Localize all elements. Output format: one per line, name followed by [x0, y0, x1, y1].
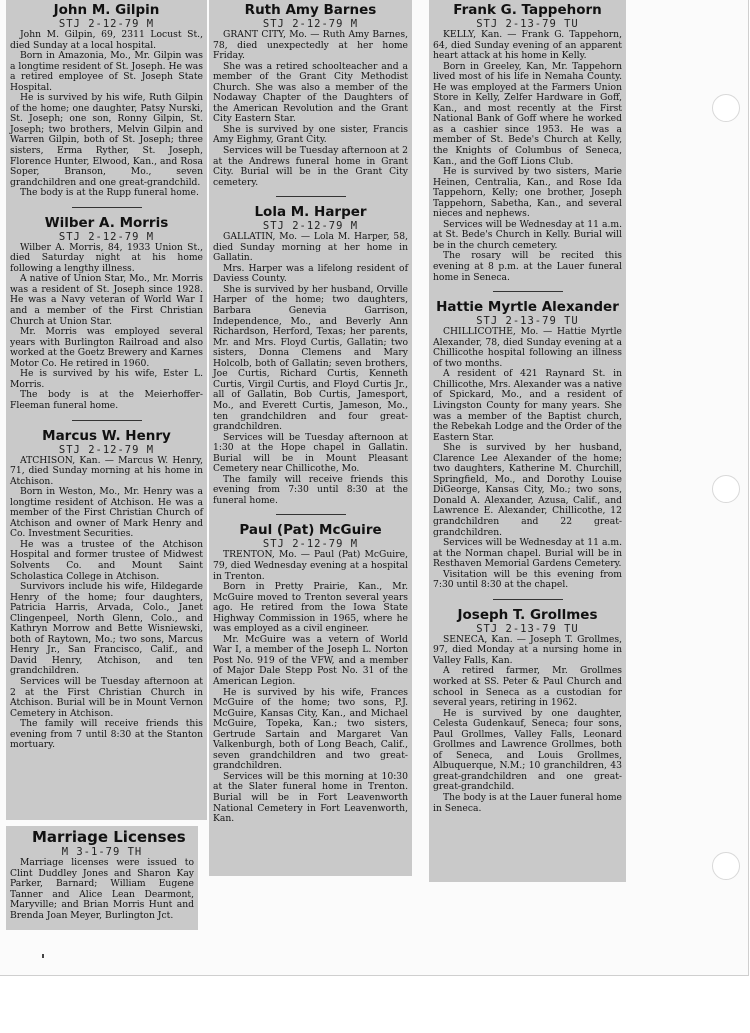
obituary-gilpin [10, 2, 203, 199]
obituary-paragraph: Born in Amazonia, Mo., Mr. Gilpin was a longtime resident of St. Joseph. He was a retired employee of St. Joseph State Hospital. [10, 50, 203, 93]
handwritten-date-note: STJ 2-12-79 M [58, 443, 155, 456]
obituary-paragraph: Services will be Tuesday afternoon at 1:30 at the Hope chapel in Gallatin. Burial will be in Mount Pleasant Cemetery near Chillicothe, Mo. [213, 431, 408, 475]
obituary-alexander [433, 299, 622, 591]
obituary-paragraph: Services will be Wednesday at 11 a.m. at St. Bede's Church in Kelly. Burial will be in the church cemetery. [433, 218, 622, 251]
obituary-paragraph: The family will receive friends this evening from 7 until 8:30 at the Stanton mortuary. [10, 718, 203, 751]
obituary-paragraph: John M. Gilpin, 69, 2311 Locust St., died Sunday at a local hospital. [10, 29, 203, 51]
obituary-paragraph: She is survived by her husband, Clarence Lee Alexander of the home; two daughters, Katherine M. Churchill, Springfield, Mo., and Dorothy Louise DiGeorge, Kansas City, Mo.; two sons, Donald A. Alexander, Azusa, Calif., and Lawrence E. Alexander, Chillicothe, 12 grandchildren and 22 great-grandchildren. [433, 442, 622, 538]
obituary-paragraph: A resident of 421 Raynard St. in Chillicothe, Mrs. Alexander was a native of Spickard, Mo., and a resident of Livingston County for many years. She was a member of the Baptist church, the Rebekah Lodge and the Order of the Eastern Star. [433, 368, 622, 443]
handwritten-date-note: STJ 2-12-79 M [262, 220, 359, 233]
obituary-paragraph: SENECA, Kan. — Joseph T. Grollmes, 97, died Monday at a nursing home in Valley Falls, Kan. [433, 633, 622, 666]
obituary-paragraph: The body is at the Lauer funeral home in Seneca. [433, 792, 622, 814]
obituary-paragraph: KELLY, Kan. — Frank G. Tappehorn, 64, died Sunday evening of an apparent heart attack at his home in Kelly. [433, 29, 622, 62]
obituary-paragraph: She is survived by her husband, Orville Harper of the home; two daughters, Barbara Genevia Garrison, Independence, Mo., and Beverly Ann Richardson, Herford, Texas; her parents, Mr. and Mrs. Floyd Curtis, Gallatin; two sisters, Donna Clemens and Mary Holcolb, both of Gallatin; seven brothers, Joe Curtis, Richard Curtis, Kenneth Curtis, Virgil Curtis, and Floyd Curtis Jr., all of Gallatin, Bob Curtis, Jamesport, Mo., and Everett Curtis, Jameson, Mo., ten grandchildren and four great-grandchildren. [213, 283, 408, 433]
obituary-paragraph: Services will be Tuesday afternoon at 2 at the Andrews funeral home in Grant City. Burial will be in the Grant City cemetery. [213, 145, 408, 188]
obituary-paragraph: Mrs. Harper was a lifelong resident of Daviess County. [213, 262, 408, 285]
obituary-paragraph: Mr. Morris was employed several years with Burlington Railroad and also worked at the Goetz Brewery and Karnes Motor Co. He retired in 1960. [10, 326, 203, 369]
obituary-harper [213, 204, 408, 506]
obituary-grollmes [433, 607, 622, 814]
section-divider [276, 514, 346, 515]
obituary-paragraph: Visitation will be this evening from 7:30 until 8:30 at the chapel. [433, 568, 622, 591]
handwritten-date-note: STJ 2-13-79 TU [476, 622, 579, 635]
obituary-paragraph: GALLATIN, Mo. — Lola M. Harper, 58, died Sunday morning at her home in Gallatin. [213, 231, 408, 264]
obituary-name: Ruth Amy Barnes [244, 2, 377, 18]
handwritten-date-note: STJ 2-13-79 TU [476, 315, 579, 328]
obituary-paragraph: CHILLICOTHE, Mo. — Hattie Myrtle Alexander, 78, died Sunday evening at a Chillicothe hospital following an illness of two months. [433, 326, 622, 369]
binder-hole-top [712, 94, 740, 122]
obituary-paragraph: The body is at the Meierhoffer-Fleeman funeral home. [10, 389, 203, 411]
marriage-licenses-clipping [6, 826, 198, 930]
obituary-paragraph: TRENTON, Mo. — Paul (Pat) McGuire, 79, died Wednesday evening at a hospital in Trenton. [213, 549, 408, 582]
obituary-name: Frank G. Tappehorn [453, 2, 602, 18]
obituary-name: Hattie Myrtle Alexander [436, 299, 619, 316]
marriage-licenses-text: Marriage licenses were issued to Clint Duddley Jones and Sharon Kay Parker, Barnard; William Eugene Tanner and Alice Lean Dearmont, Maryville; and Brian Morris Hunt and Brenda Joan Meyer, Burlington Jct. [10, 857, 194, 921]
obituary-paragraph: She is survived by one sister, Francis Amy Eighmy, Grant City. [213, 123, 408, 146]
obituary-paragraph: Born in Greeley, Kan, Mr. Tappehorn lived most of his life in Nemaha County. He was employed at the Farmers Union Store in Kelly, Zelfer Hardware in Goff, Kan., and most recently at the First National Bank of Goff where he worked as a cashier since 1953. He was a member of St. Bede's Church at Kelly, the Knights of Columbus of Seneca, Kan., and the Goff Lions Club. [433, 60, 622, 167]
obituary-paragraph: Services will be Tuesday afternoon at 2 at the First Christian Church in Atchison. Burial will be in Mount Vernon Cemetery in Atchison. [10, 675, 203, 719]
obituary-paragraph: The family will receive friends this evening from 7:30 until 8:30 at the funeral home. [213, 473, 408, 506]
binder-hole-bottom [712, 852, 740, 880]
marriage-licenses-title: Marriage Licenses [32, 828, 186, 846]
obituary-paragraph: Services will be this morning at 10:30 at the Slater funeral home in Trenton. Burial will be in Fort Leavenworth National Cemetery in Fort Leavenworth, Kan. [213, 770, 408, 825]
obituary-mcguire [213, 522, 408, 824]
obituary-name: Joseph T. Grollmes [457, 606, 598, 623]
section-divider [72, 207, 142, 208]
obituary-paragraph: Survivors include his wife, Hildegarde Henry of the home; four daughters, Patricia Harris, Arvada, Colo., Janet Clingenpeel, North Glenn, Colo., and Kathryn Morrow and Bette Wisniewski, both of Raytown, Mo.; two sons, Marcus Henry Jr., San Francisco, Calif., and David Henry, Atchison, and ten grandchildren. [10, 581, 203, 677]
obituary-paragraph: The body is at the Rupp funeral home. [20, 187, 199, 199]
obituary-paragraph: Mr. McGuire was a vetern of World War I, a member of the Joseph L. Norton Post No. 919 of the VFW, and a member of Major Dale Stepp Post No. 31 of the American Legion. [213, 633, 408, 687]
obituary-paragraph: The rosary will be recited this evening at 8 p.m. at the Lauer funeral home in Seneca. [433, 250, 622, 283]
scan-mark [42, 954, 44, 958]
clipping-column-3 [429, 0, 626, 882]
obituary-barnes [213, 2, 408, 188]
obituary-name: John M. Gilpin [53, 2, 160, 18]
handwritten-date-note: STJ 2-12-79 M [58, 18, 155, 30]
obituary-paragraph: He is survived by one daughter, Celesta Gudenkauf, Seneca; four sons, Paul Grollmes, Valley Falls, Leonard Grollmes and Lawrence Grollmes, both of Seneca, and Louis Grollmes, Albuquerque, N.M.; 10 granchildren, 43 great-grandchildren and one great-great-grandchild. [433, 707, 622, 793]
binder-hole-middle [712, 475, 740, 503]
obituary-paragraph: Services will be Wednesday at 11 a.m. at the Norman chapel. Burial will be in Resthaven Memorial Gardens Cemetery. [433, 537, 622, 570]
obituary-paragraph: A retired farmer, Mr. Grollmes worked at SS. Peter & Paul Church and school in Seneca as a custodian for several years, retiring in 1962. [433, 665, 622, 709]
clipping-column-2 [209, 0, 412, 876]
obituary-name: Wilber A. Morris [44, 214, 169, 231]
obituary-morris [10, 215, 203, 412]
obituary-paragraph: Born in Pretty Prairie, Kan., Mr. McGuire moved to Trenton several years ago. He retired from the Iowa State Highway Commission in 1965, where he was employed as a civil engineer. [213, 581, 408, 635]
obituary-tappehorn [433, 2, 622, 283]
obituary-henry [10, 428, 203, 751]
obituary-paragraph: ATCHISON, Kan. — Marcus W. Henry, 71, died Sunday morning at his home in Atchison. [10, 454, 203, 487]
obituary-paragraph: He is survived by his wife, Ruth Gilpin of the home; one daughter, Patsy Nurski, St. Joseph; one son, Ronny Gilpin, St. Joseph; two brothers, Melvin Gilpin and Warren Gilpin, both of St. Joseph; three sisters, Erma Ryther, St. Joseph, Florence Hunter, Elwood, Kan., and Rosa Soper, Branson, Mo., seven grandchildren and one great-grandchild. [10, 92, 203, 188]
obituary-paragraph: A native of Union Star, Mo., Mr. Morris was a resident of St. Joseph since 1928. He was a Navy veteran of World War I and a member of the First Christian Church at Union Star. [10, 273, 203, 327]
obituary-paragraph: Born in Weston, Mo., Mr. Henry was a longtime resident of Atchison. He was a member of the First Christian Church of Atchison and owner of Mark Henry and Co. Investment Securities. [10, 486, 203, 540]
obituary-name: Marcus W. Henry [42, 427, 171, 444]
section-divider [276, 196, 346, 197]
obituary-name: Lola M. Harper [254, 204, 367, 221]
obituary-name: Paul (Pat) McGuire [239, 522, 382, 539]
section-divider [493, 291, 563, 292]
obituary-paragraph: GRANT CITY, Mo. — Ruth Amy Barnes, 78, died unexpectedly at her home Friday. [213, 29, 408, 62]
obituary-paragraph: He is survived by two sisters, Marie Heinen, Centralia, Kan., and Rose Ida Tappehorn, Kelly; one brother, Joseph Tappehorn, Sabetha, Kan., and several nieces and nephews. [433, 166, 622, 220]
obituary-paragraph: She was a retired schoolteacher and a member of the Grant City Methodist Church. She was also a member of the Nodaway Chapter of the Daughters of the American Revolution and the Grant City Eastern Star. [213, 60, 408, 125]
obituary-paragraph: He is survived by his wife, Ester L. Morris. [10, 368, 203, 390]
section-divider [72, 420, 142, 421]
clipping-column-1 [6, 0, 207, 820]
obituary-paragraph: He was a trustee of the Atchison Hospital and former trustee of Midwest Solvents Co. and Mount Saint Scholastica College in Atchison. [10, 538, 203, 582]
obituary-paragraph: He is survived by his wife, Frances McGuire of the home; two sons, P.J. McGuire, Kansas City, Kan., and Michael McGuire, Topeka, Kan.; two sisters, Gertrude Sartain and Margaret Van Valkenburgh, both of Long Beach, Calif., seven grandchildren and two great-grandchildren. [213, 686, 408, 772]
handwritten-date-note: STJ 2-12-79 M [58, 230, 155, 243]
handwritten-date-note: STJ 2-13-79 TU [476, 18, 579, 30]
handwritten-date-note: STJ 2-12-79 M [262, 18, 359, 30]
obituary-paragraph: Wilber A. Morris, 84, 1933 Union St., died Saturday night at his home following a lengthy illness. [10, 241, 203, 274]
section-divider [493, 599, 563, 600]
handwritten-date-note: STJ 2-12-79 M [262, 538, 359, 551]
handwritten-date-note: M 3-1-79 TH [61, 846, 143, 858]
